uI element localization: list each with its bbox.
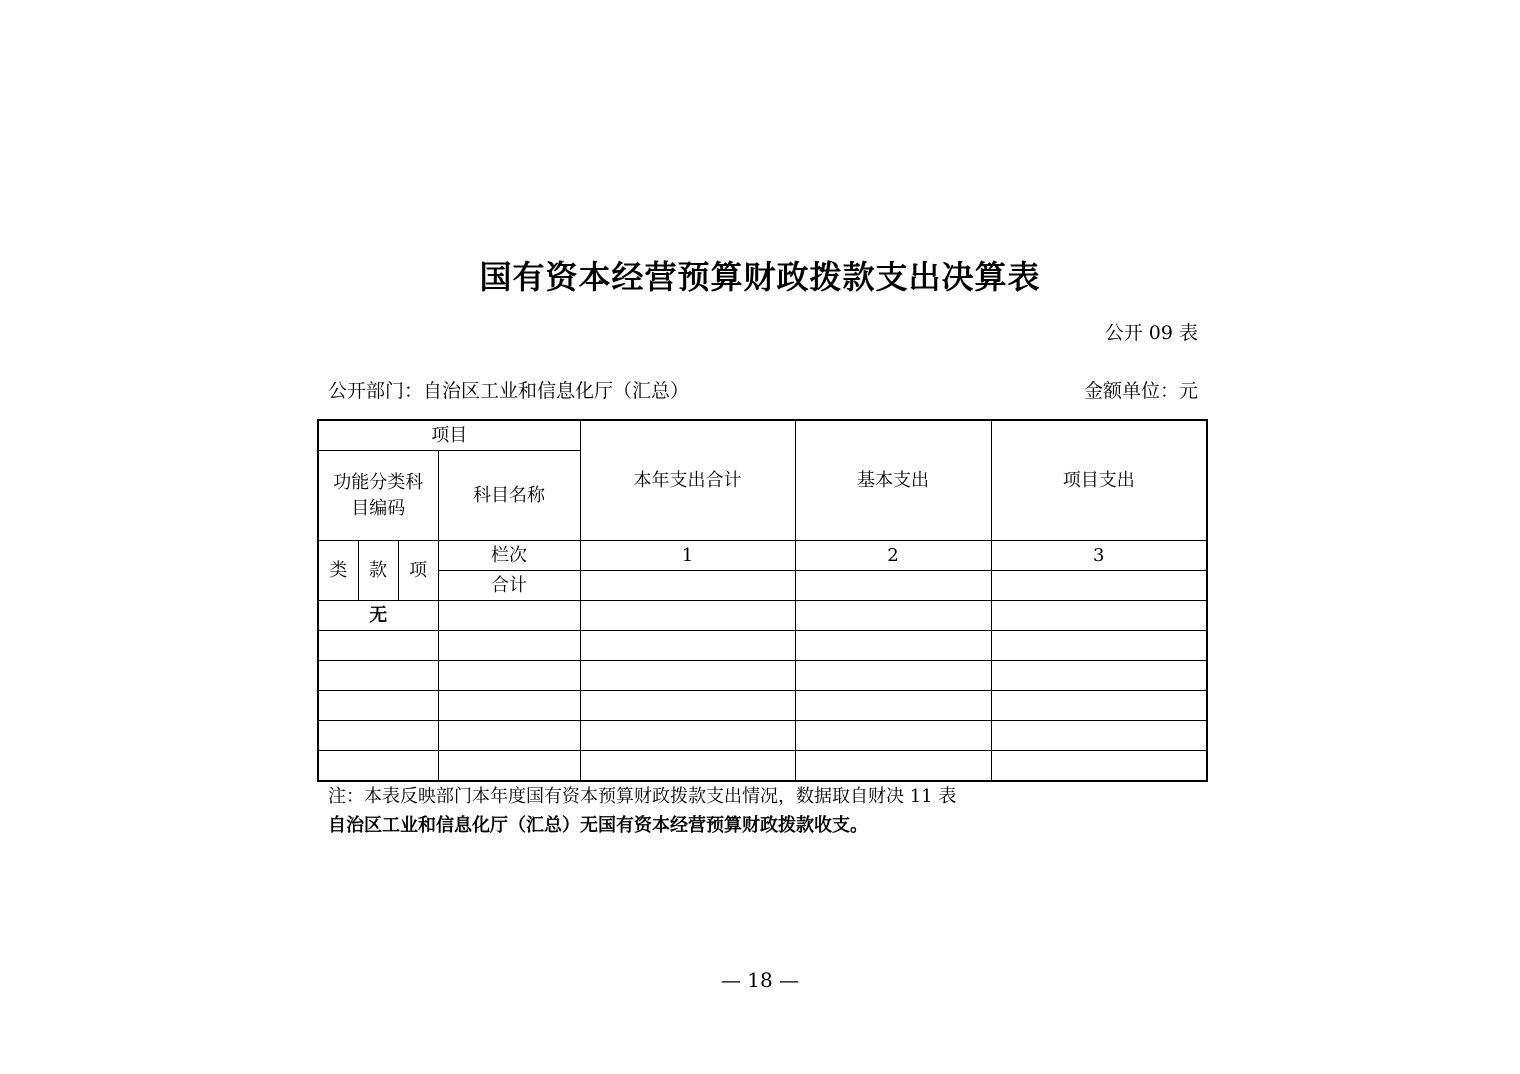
table-row xyxy=(318,661,1207,691)
table-cell xyxy=(795,601,991,631)
table-note: 注：本表反映部门本年度国有资本预算财政拨款支出情况，数据取自财决 11 表 xyxy=(328,786,957,807)
header-basic: 基本支出 xyxy=(795,420,991,541)
column-number-3: 3 xyxy=(991,541,1207,571)
department-label: 公开部门：自治区工业和信息化厅（汇总） xyxy=(328,380,690,402)
table-row xyxy=(318,721,1207,751)
column-label: 栏次 xyxy=(438,541,580,571)
total-cell xyxy=(580,571,795,601)
header-kuan: 款 xyxy=(358,541,398,601)
table-cell xyxy=(580,601,795,631)
header-project: 项目 xyxy=(318,420,580,451)
page-title: 国有资本经营预算财政拨款支出决算表 xyxy=(479,258,1041,296)
form-number: 公开 09 表 xyxy=(1104,322,1198,344)
header-project-expense: 项目支出 xyxy=(991,420,1207,541)
header-subject-name: 科目名称 xyxy=(438,451,580,541)
no-budget-statement: 自治区工业和信息化厅（汇总）无国有资本经营预算财政拨款收支。 xyxy=(328,815,868,836)
total-label: 合计 xyxy=(438,571,580,601)
total-cell xyxy=(991,571,1207,601)
table-cell xyxy=(438,601,580,631)
header-total: 本年支出合计 xyxy=(580,420,795,541)
budget-table xyxy=(317,419,1208,782)
total-cell xyxy=(795,571,991,601)
none-label: 无 xyxy=(318,601,438,631)
table-cell xyxy=(991,601,1207,631)
table-row xyxy=(318,631,1207,661)
table-row xyxy=(318,751,1207,782)
amount-unit-label: 金额单位：元 xyxy=(1083,380,1198,402)
table-row xyxy=(318,691,1207,721)
column-number-2: 2 xyxy=(795,541,991,571)
header-func-code: 功能分类科目编码 xyxy=(318,451,438,541)
page-number: — 18 — xyxy=(720,968,800,992)
header-lei: 类 xyxy=(318,541,358,601)
header-xiang: 项 xyxy=(398,541,438,601)
column-number-1: 1 xyxy=(580,541,795,571)
